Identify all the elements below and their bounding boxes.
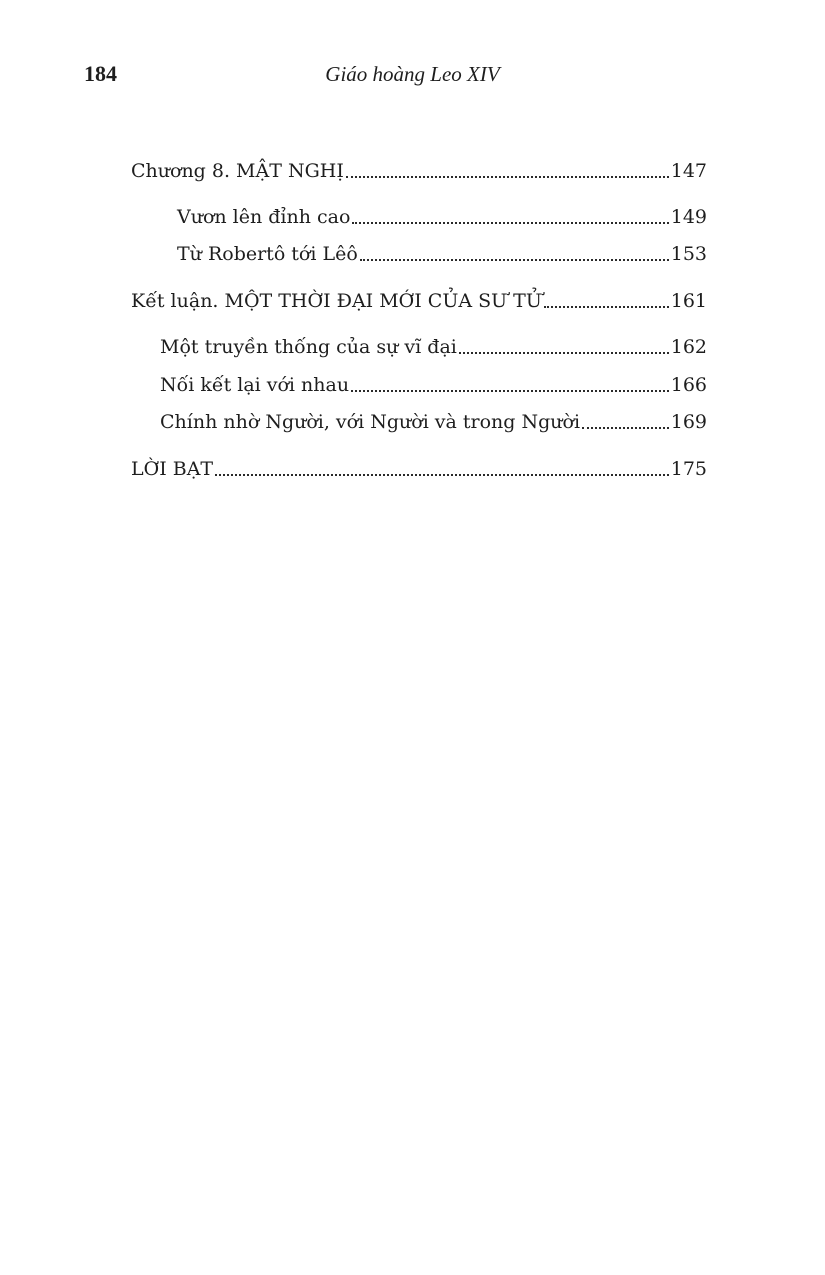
toc-entry-ket-luan xyxy=(131,286,707,316)
dot-leader xyxy=(544,286,669,316)
toc-entry-page: 175 xyxy=(670,458,707,480)
toc-entry-page: 147 xyxy=(670,160,707,182)
toc-entry-page: 149 xyxy=(670,206,707,228)
toc-entry-page: 166 xyxy=(670,374,707,396)
dot-leader xyxy=(352,202,668,232)
toc-entry-vuon-len-dinh-cao xyxy=(177,202,707,232)
toc-entry-title: Chương 8. MẬT NGHỊ xyxy=(131,160,344,182)
toc-entry-page: 169 xyxy=(670,411,707,433)
toc-entry-loi-bat xyxy=(131,454,707,484)
toc-entry-page: 153 xyxy=(670,243,707,265)
toc-entry-title: Một truyền thống của sự vĩ đại xyxy=(160,336,457,358)
toc-entry-title: Vươn lên đỉnh cao xyxy=(177,206,351,228)
toc-entry-tu-roberto-toi-leo xyxy=(177,239,707,269)
toc-entry-title: Kết luận. MỘT THỜI ĐẠI MỚI CỦA SƯ TỬ xyxy=(131,290,542,312)
dot-leader xyxy=(360,239,669,269)
toc-entry-mot-truyen-thong xyxy=(160,332,707,362)
toc-entry-chinh-nho-nguoi xyxy=(160,407,707,437)
toc-entry-title: LỜI BẠT xyxy=(131,458,214,480)
running-head xyxy=(0,58,825,92)
toc-entry-chapter-8 xyxy=(131,156,707,186)
toc-entry-title: Chính nhờ Người, với Người và trong Người xyxy=(160,411,581,433)
toc-entry-title: Từ Robertô tới Lêô xyxy=(177,243,358,265)
toc-entry-title: Nối kết lại với nhau xyxy=(160,374,350,396)
dot-leader xyxy=(351,370,669,400)
book-title: Giáo hoàng Leo XIV xyxy=(325,62,500,86)
dot-leader xyxy=(459,332,669,362)
toc-entry-noi-ket-lai xyxy=(160,370,707,400)
dot-leader xyxy=(346,156,669,186)
toc-entry-page: 161 xyxy=(670,290,707,312)
dot-leader xyxy=(215,454,669,484)
dot-leader xyxy=(582,407,669,437)
toc-entry-page: 162 xyxy=(670,336,707,358)
page-number: 184 xyxy=(84,61,117,86)
